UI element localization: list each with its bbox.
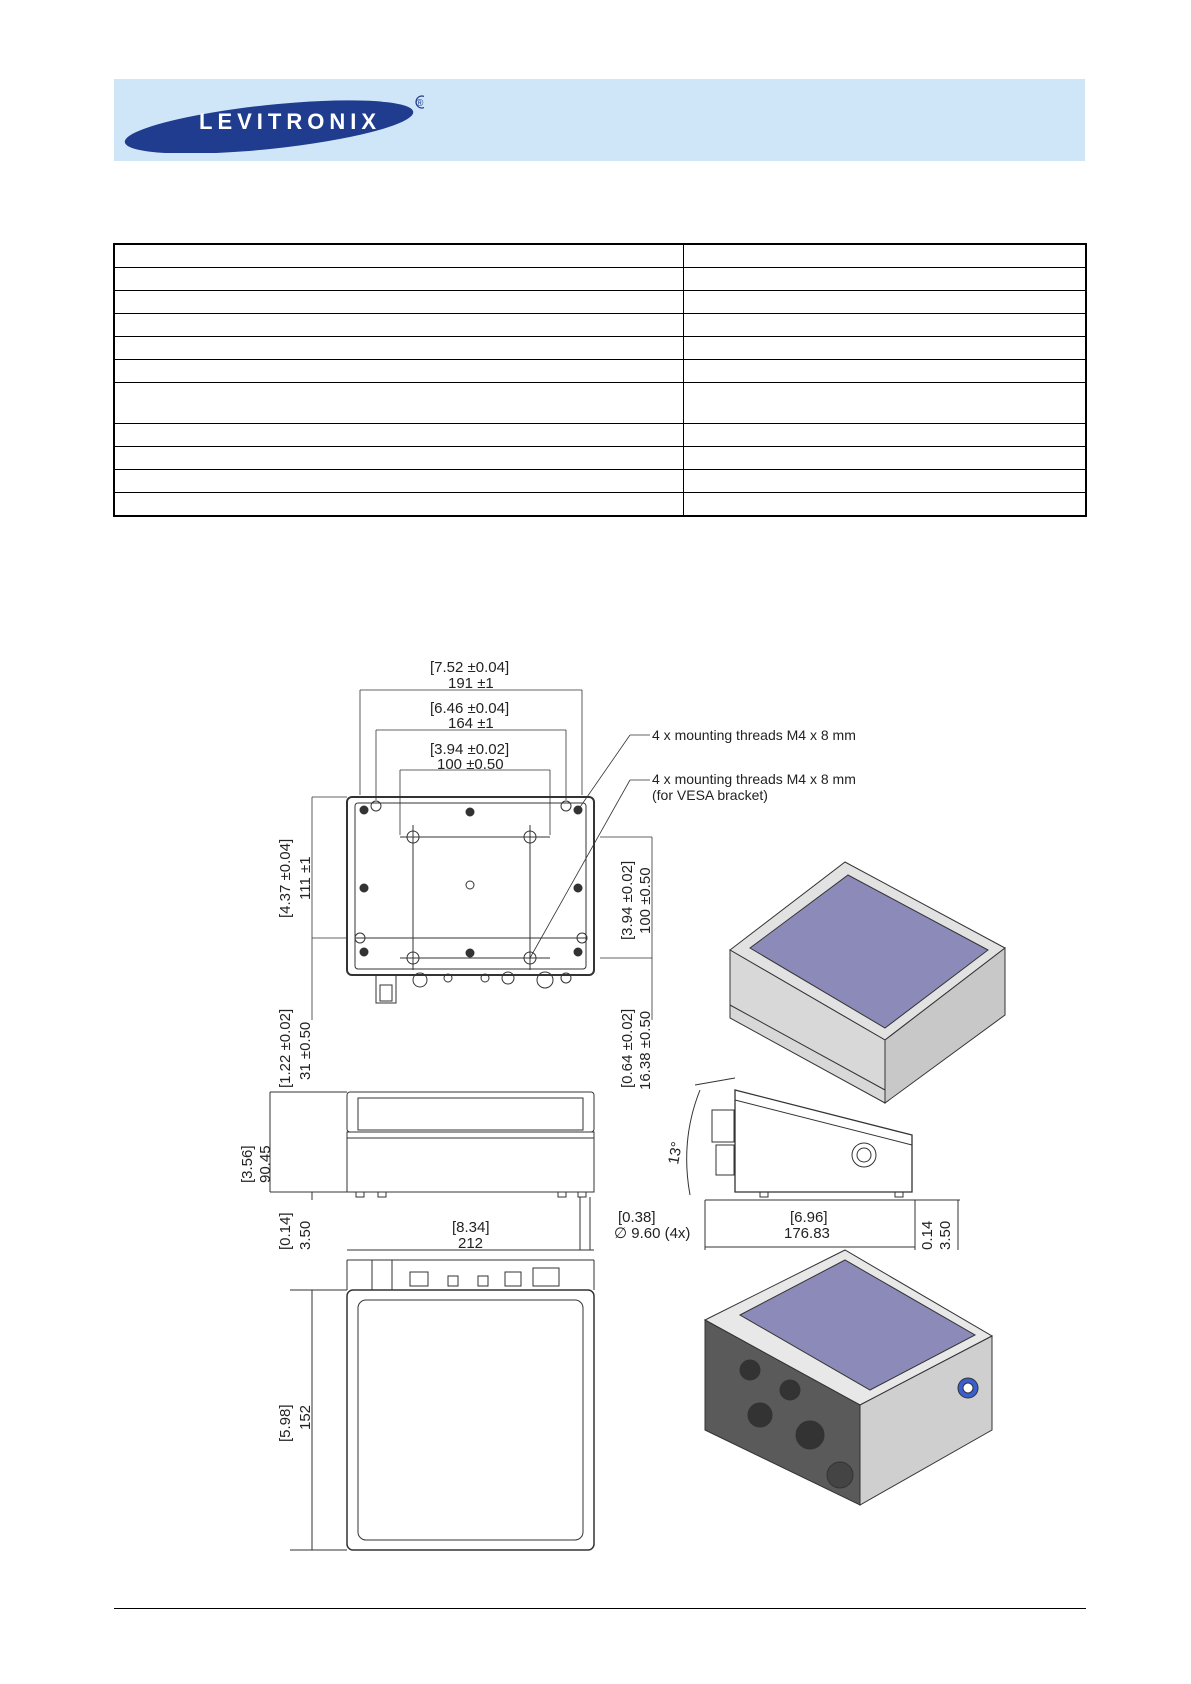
spec-value: [684, 314, 1087, 337]
dim-top-h-in: [5.98]: [277, 1404, 294, 1442]
dim-offset2-in: [0.64 ±0.02]: [619, 1008, 636, 1088]
dim-vesa-h-in: [3.94 ±0.02]: [619, 860, 636, 940]
dim-offset2-mm: 16.38 ±0.50: [637, 1010, 654, 1090]
dim-top-h-mm: 152: [297, 1404, 314, 1430]
spec-value: [684, 244, 1087, 268]
dim-w3-in: [3.94 ±0.02]: [430, 741, 510, 758]
callout-vesa-1: 4 x mounting threads M4 x 8 mm: [652, 771, 856, 787]
dim-angle: 13°: [665, 1140, 686, 1166]
dim-height-mm: 111 ±1: [297, 856, 314, 900]
footer-rule: [114, 1608, 1086, 1609]
spec-value: [684, 447, 1087, 470]
logo-text: LEVITRONIX: [199, 109, 382, 134]
spec-row: [114, 383, 1086, 424]
spec-row: [114, 493, 1086, 517]
spec-label: [114, 447, 684, 470]
dim-foot-dia-in: [0.38]: [618, 1209, 656, 1226]
levitronix-logo: [124, 87, 424, 153]
dim-foot2-in: 0.14: [919, 1220, 936, 1250]
spec-label: [114, 314, 684, 337]
callout-threads: 4 x mounting threads M4 x 8 mm: [652, 727, 856, 743]
dim-width-mm: 191 ±1: [448, 675, 494, 692]
technical-drawing: [0, 600, 1191, 1560]
back-view: [347, 797, 594, 1003]
spec-value: [684, 268, 1087, 291]
dim-width-in: [7.52 ±0.04]: [430, 659, 510, 676]
spec-row: [114, 268, 1086, 291]
dim-foot-in: [0.14]: [277, 1212, 294, 1250]
dim-w2-mm: 164 ±1: [448, 715, 494, 732]
spec-row: [114, 424, 1086, 447]
spec-label: [114, 493, 684, 517]
dim-offset-in: [1.22 ±0.02]: [277, 1008, 294, 1088]
spec-row: [114, 244, 1086, 268]
dim-foot-mm: 3.50: [297, 1220, 314, 1250]
dim-height-in: [4.37 ±0.04]: [277, 838, 294, 918]
callout-vesa-2: (for VESA bracket): [652, 787, 768, 803]
spec-value: [684, 424, 1087, 447]
spec-row: [114, 337, 1086, 360]
front-view: [270, 1092, 594, 1250]
dim-side-h-mm: 90.45: [257, 1145, 274, 1183]
header-band: [114, 79, 1085, 161]
spec-value: [684, 291, 1087, 314]
vesa-holes: [355, 801, 587, 964]
spec-label: [114, 424, 684, 447]
registered-mark: ®: [416, 98, 424, 109]
dim-foot2-mm: 3.50: [937, 1220, 954, 1250]
dim-vesa-h-mm: 100 ±0.50: [637, 867, 654, 934]
spec-label: [114, 360, 684, 383]
dim-side-h-in: [3.56]: [239, 1145, 256, 1183]
spec-label: [114, 291, 684, 314]
spec-label: [114, 244, 684, 268]
top-view: [290, 1250, 594, 1550]
spec-label: [114, 268, 684, 291]
spec-table: [113, 243, 1087, 517]
dim-offset-mm: 31 ±0.50: [297, 1021, 314, 1080]
spec-value: [684, 337, 1087, 360]
dim-depth-in: [6.96]: [790, 1209, 828, 1226]
spec-label: [114, 470, 684, 493]
spec-value: [684, 383, 1087, 424]
iso-view-connectors: [705, 1250, 992, 1505]
spec-row: [114, 314, 1086, 337]
spec-value: [684, 493, 1087, 517]
dim-length-mm: 212: [458, 1235, 484, 1252]
dim-length-in: [8.34]: [452, 1219, 490, 1236]
iso-view-top: [730, 862, 1005, 1103]
dim-depth-mm: 176.83: [784, 1225, 830, 1242]
dim-w2-in: [6.46 ±0.04]: [430, 700, 510, 717]
spec-row: [114, 447, 1086, 470]
spec-row: [114, 291, 1086, 314]
spec-label: [114, 337, 684, 360]
spec-value: [684, 470, 1087, 493]
dim-w3-mm: 100 ±0.50: [437, 756, 504, 773]
dim-foot-dia-mm: ∅ 9.60 (4x): [614, 1225, 691, 1242]
spec-value: [684, 360, 1087, 383]
spec-row: [114, 470, 1086, 493]
dimension-lines: [312, 690, 652, 1020]
spec-label: [114, 383, 684, 424]
spec-row: [114, 360, 1086, 383]
